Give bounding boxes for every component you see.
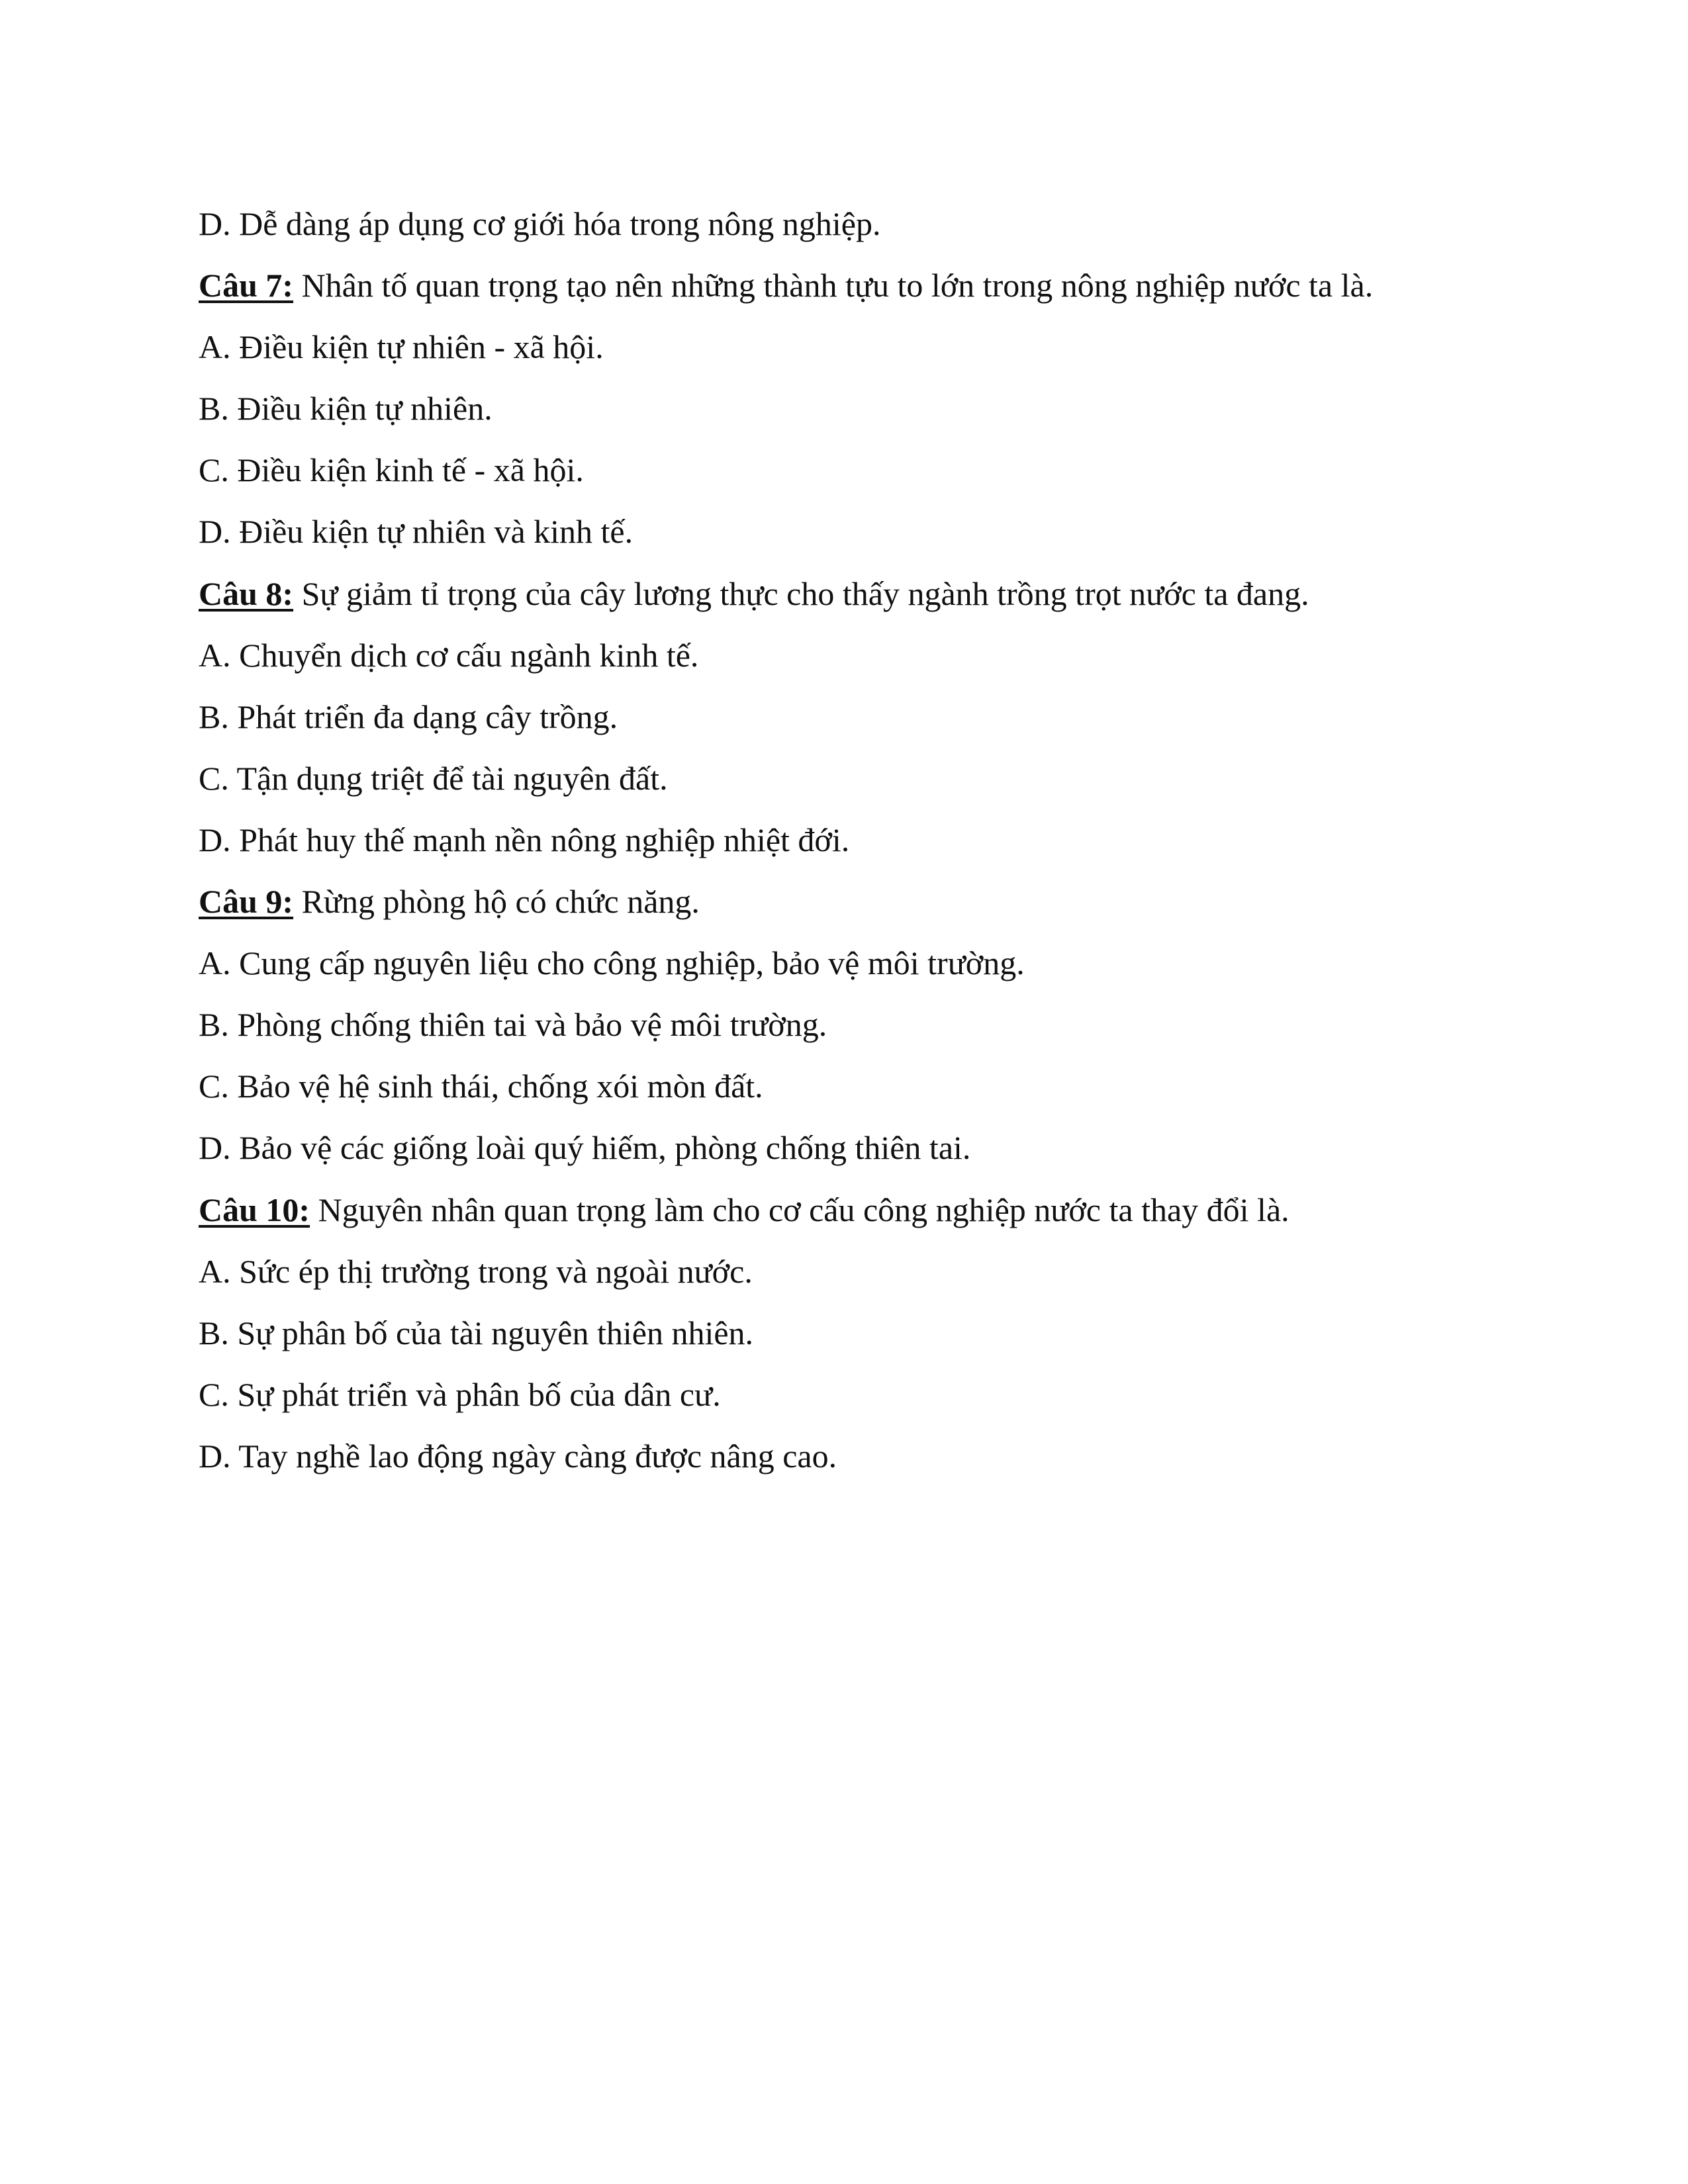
question-7-option-c: C. Điều kiện kinh tế - xã hội. (199, 451, 584, 489)
question-10 (199, 1179, 1523, 1241)
question-8-text: Sự giảm tỉ trọng của cây lương thực cho thấy ngành trồng trọt nước ta đang. (293, 574, 1309, 612)
option-d-continuation: D. Dễ dàng áp dụng cơ giới hóa trong nông nghiệp. (199, 205, 881, 242)
question-7-label: Câu 7: (199, 267, 294, 304)
question-9-option-c: C. Bảo vệ hệ sinh thái, chống xói mòn đất. (199, 1068, 763, 1105)
question-10-option-b: B. Sự phân bố của tài nguyên thiên nhiên. (199, 1314, 754, 1351)
question-10-option-c: C. Sự phát triển và phân bố của dân cư. (199, 1375, 721, 1413)
question-8-option-a: A. Chuyển dịch cơ cấu ngành kinh tế. (199, 636, 699, 674)
question-7-option-b: B. Điều kiện tự nhiên. (199, 390, 492, 428)
document-body (199, 193, 1523, 1487)
question-7-text: Nhân tố quan trọng tạo nên những thành tựu to lớn trong nông nghiệp nước ta là. (293, 267, 1374, 304)
question-8-option-d: D. Phát huy thế mạnh nền nông nghiệp nhiệt đới. (199, 821, 850, 858)
question-9-text: Rừng phòng hộ có chức năng. (293, 883, 700, 921)
question-8-option-c: C. Tận dụng triệt để tài nguyên đất. (199, 759, 668, 797)
question-8-option-b: B. Phát triển đa dạng cây trồng. (199, 698, 618, 735)
question-9 (199, 871, 1523, 933)
question-10-text: Nguyên nhân quan trọng làm cho cơ cấu công nghiệp nước ta thay đổi là. (310, 1191, 1289, 1228)
question-8-label: Câu 8: (199, 574, 294, 612)
question-7-option-d: D. Điều kiện tự nhiên và kinh tế. (199, 513, 633, 551)
question-7-option-a: A. Điều kiện tự nhiên - xã hội. (199, 328, 604, 366)
question-10-option-a: A. Sức ép thị trường trong và ngoài nước. (199, 1252, 753, 1290)
question-9-label: Câu 9: (199, 883, 294, 921)
question-9-option-b: B. Phòng chống thiên tai và bảo vệ môi trường. (199, 1006, 827, 1044)
question-10-option-d: D. Tay nghề lao động ngày càng được nâng cao. (199, 1437, 837, 1475)
question-10-label: Câu 10: (199, 1191, 310, 1228)
question-9-option-d: D. Bảo vệ các giống loài quý hiếm, phòng chống thiên tai. (199, 1129, 971, 1167)
question-7 (199, 255, 1523, 316)
question-9-option-a: A. Cung cấp nguyên liệu cho công nghiệp, bảo vệ môi trường. (199, 944, 1025, 982)
question-8 (199, 563, 1523, 625)
